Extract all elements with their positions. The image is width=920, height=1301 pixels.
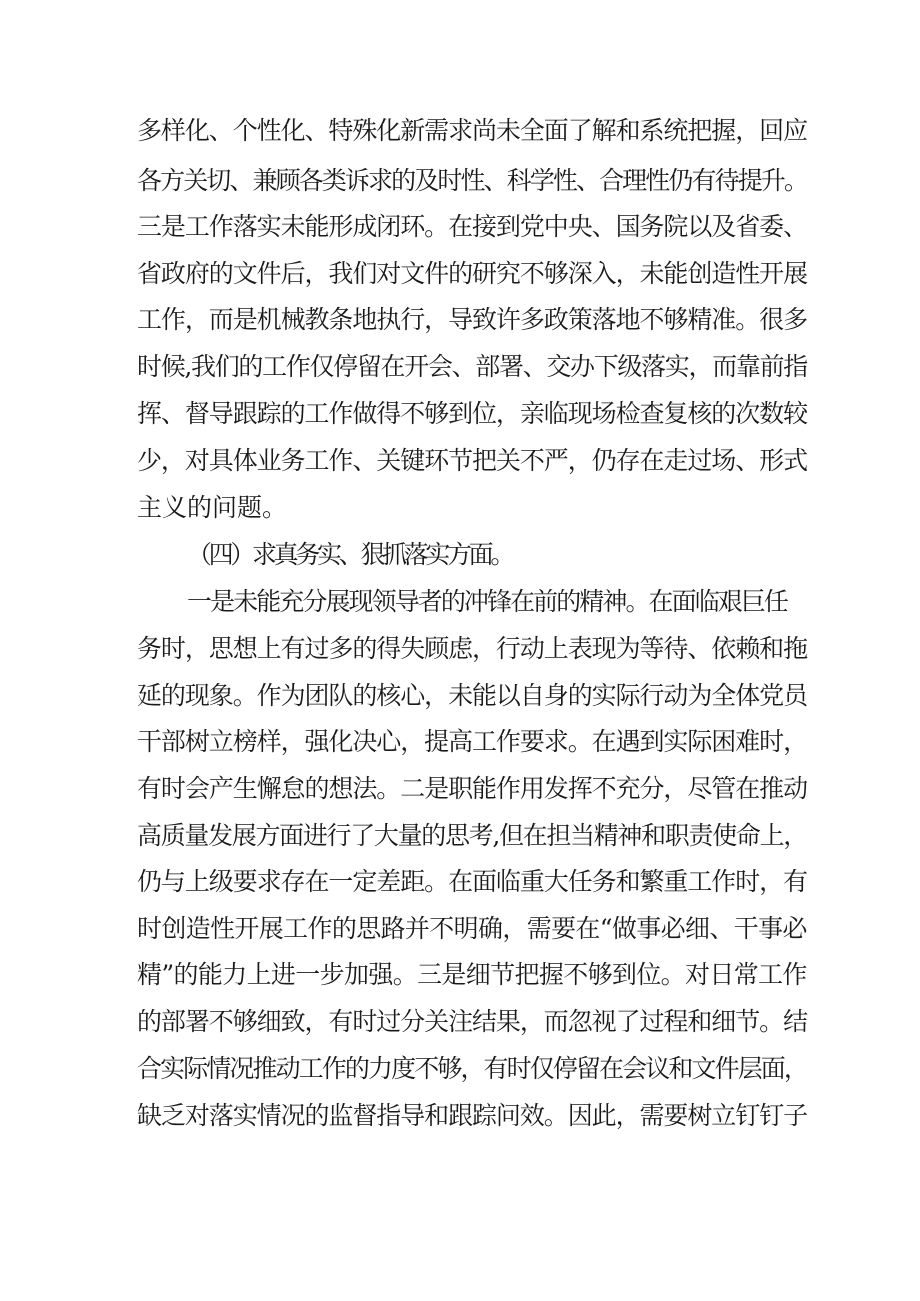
text-line: 延的现象。作为团队的核心，未能以自身的实际行动为全体党员 [137, 681, 808, 710]
text-line: 干部树立榜样，强化决心，提高工作要求。在遇到实际困难时， [137, 727, 808, 756]
text-line: 缺乏对落实情况的监督指导和跟踪问效。因此，需要树立钉钉子 [137, 1101, 808, 1130]
text-line: 的部署不够细致，有时过分关注结果，而忽视了过程和细节。结 [137, 1007, 808, 1036]
section-heading: （四）求真务实、狠抓落实方面。 [187, 540, 513, 569]
text-line: 仍与上级要求存在一定差距。在面临重大任务和繁重工作时，有 [137, 867, 808, 896]
text-line: 少，对具体业务工作、关键环节把关不严，仍存在走过场、形式 [137, 446, 808, 475]
text-line: 精”的能力上进一步加强。三是细节把握不够到位。对日常工作 [137, 960, 807, 989]
text-line: 工作，而是机械教条地执行，导致许多政策落地不够精准。很多 [137, 305, 808, 334]
text-line: 高质量发展方面进行了大量的思考,但在担当精神和职责使命上， [137, 821, 807, 850]
text-line: 各方关切、兼顾各类诉求的及时性、科学性、合理性仍有待提升。 [137, 166, 808, 195]
text-line: 合实际情况推动工作的力度不够，有时仅停留在会议和文件层面， [137, 1054, 808, 1083]
text-line: 时创造性开展工作的思路并不明确，需要在“做事必细、干事必 [137, 914, 807, 943]
text-line: 三是工作落实未能形成闭环。在接到党中央、国务院以及省委、 [137, 212, 808, 241]
text-line: 挥、督导跟踪的工作做得不够到位，亲临现场检查复核的次数较 [137, 399, 808, 428]
text-line: 一是未能充分展现领导者的冲锋在前的精神。在面临艰巨任 [187, 587, 788, 616]
text-line: 省政府的文件后，我们对文件的研究不够深入，未能创造性开展 [137, 259, 808, 288]
text-line: 务时，思想上有过多的得失顾虑，行动上表现为等待、依赖和拖 [137, 634, 808, 663]
text-line: 主义的问题。 [137, 493, 288, 522]
text-line: 多样化、个性化、特殊化新需求尚未全面了解和系统把握，回应 [137, 116, 808, 145]
text-line: 时候,我们的工作仅停留在开会、部署、交办下级落实，而靠前指 [137, 352, 807, 381]
text-line: 有时会产生懈怠的想法。二是职能作用发挥不充分，尽管在推动 [137, 774, 808, 803]
